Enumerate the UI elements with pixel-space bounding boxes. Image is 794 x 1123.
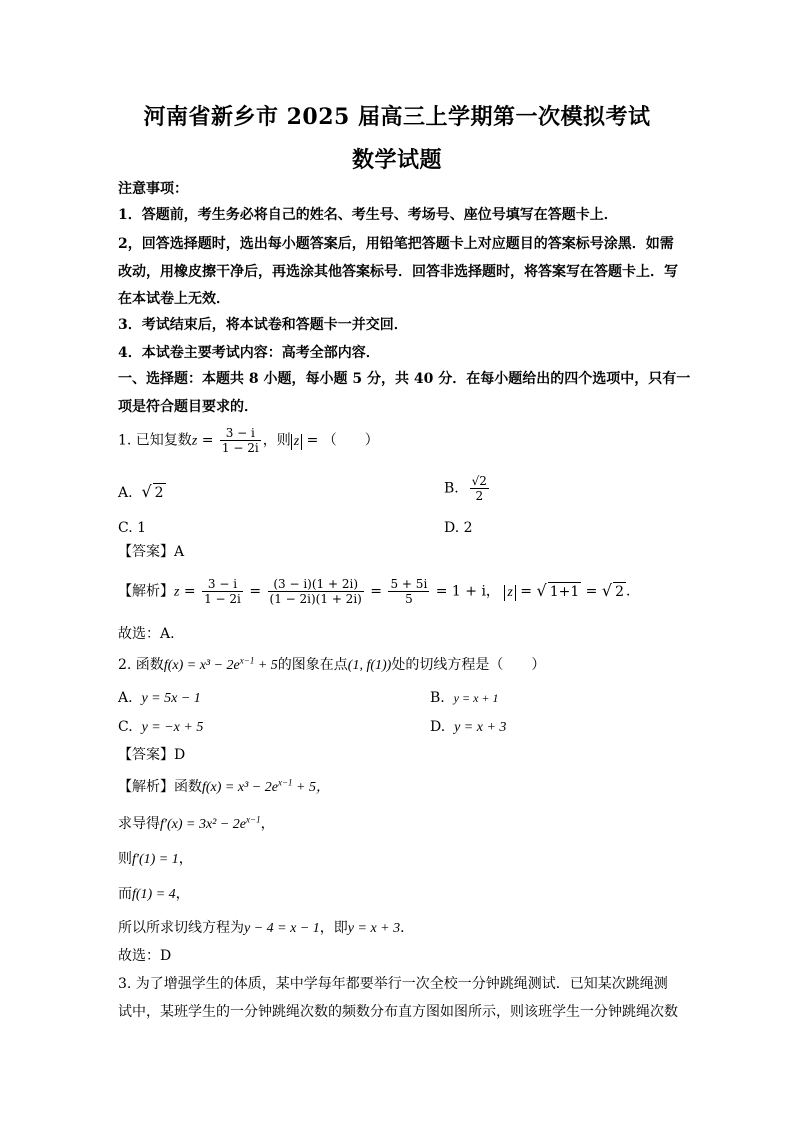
question-2-solution-1: 【解析】函数$f(x) = x^3 - 2e^{x-1} + 5$， [118, 777, 330, 795]
question-2-solution-2: 求导得$f'(x) = 3x^2 - 2e^{x-1}$， [118, 814, 275, 832]
notice-item-2-cont: 改动，用橡皮擦干净后，再选涂其他答案标号．回答非选择题时，将答案写在答题卡上．写 [118, 264, 678, 280]
question-2-stem: 2. 函数$f(x) = x^3 - 2e^{x-1} + 5$的图象在点(1, f(1))处的切线方程是（ ） [118, 655, 546, 673]
question-2-choose: 故选：D [118, 948, 172, 964]
question-2-option-a: A. y = 5x − 1 [118, 690, 201, 706]
question-1-option-c: C. 1 [118, 520, 147, 536]
question-2-solution-3: 则f′(1) = 1， [118, 851, 193, 867]
question-2-option-b: B. y = x + 1 [430, 690, 499, 706]
notice-item-4: 4．本试卷主要考试内容：高考全部内容． [118, 345, 380, 361]
section-heading: 一、选择题：本题共 8 小题，每小题 5 分，共 40 分．在每小题给出的四个选项中，只有一 [118, 371, 691, 387]
question-3-stem: 3. 为了增强学生的体质，某中学每年都要举行一次全校一分钟跳绳测试．已知某次跳绳测 [118, 976, 668, 992]
question-2-solution-5: 所以所求切线方程为y − 4 = x − 1，即y = x + 3． [118, 920, 415, 936]
notice-item-3: 3．考试结束后，将本试卷和答题卡一并交回． [118, 317, 408, 333]
exam-title: 河南省新乡市 2025 届高三上学期第一次模拟考试 [143, 104, 651, 130]
question-2-answer: 【答案】D [118, 747, 186, 763]
question-1-option-b: B. $\frac{√2}{2}$ [444, 474, 487, 503]
question-1-option-a: A. √ 2 [118, 482, 164, 501]
question-1-solution: 【解析】z = $\frac{3 - i}{1 - 2i}$ = $\frac{(3 - i)(1 + 2i)}{(1 - 2i)(1 + 2i)}$ = $\frac{5 + 5i}{5}$ = 1 + i， z = √ 1+1 = √ 2 ． [118, 577, 640, 606]
question-2-solution-4: 而f(1) = 4， [118, 886, 190, 902]
question-2-option-d: D. y = x + 3 [430, 719, 507, 735]
notice-item-2: 2，回答选择题时，选出每小题答案后，用铅笔把答题卡上对应题目的答案标号涂黑．如需 [118, 236, 674, 252]
exam-subtitle: 数学试题 [351, 147, 442, 173]
notice-item-1: 1．答题前，考生务必将自己的姓名、考生号、考场号、座位号填写在答题卡上． [118, 207, 618, 223]
question-2-option-c: C. y = −x + 5 [118, 719, 204, 735]
notice-heading: 注意事项： [118, 181, 188, 197]
notice-item-2-cont2: 在本试卷上无效． [118, 291, 230, 307]
question-3-stem-cont: 试中，某班学生的一分钟跳绳次数的频数分布直方图如图所示，则该班学生一分钟跳绳次数 [118, 1004, 678, 1020]
question-1-choose: 故选：A. [118, 626, 175, 642]
section-heading-cont: 项是符合题目要求的． [118, 399, 258, 415]
question-1-stem: 1. 已知复数z = $\frac{3 - i}{1 - 2i}$ ，则 z = （ ） [118, 426, 379, 455]
question-1-option-d: D. 2 [444, 520, 473, 536]
question-1-answer: 【答案】A [118, 544, 185, 560]
